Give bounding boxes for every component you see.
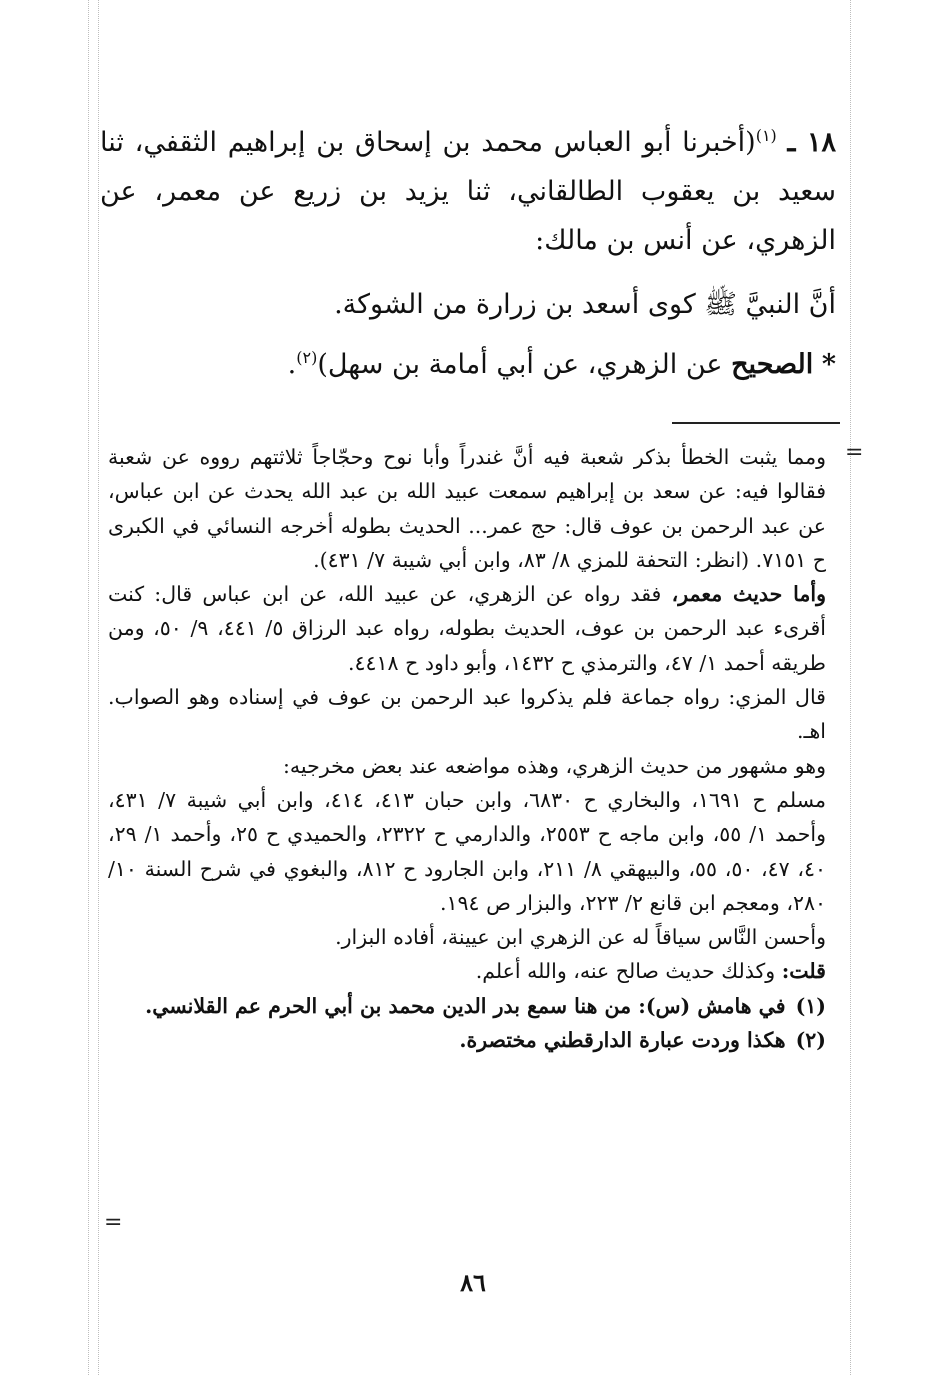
note-bold-lead: وأما حديث معمر، (671, 582, 826, 607)
footnote-text: هكذا وردت عبارة الدارقطني مختصرة. (459, 1028, 786, 1053)
sahih-end: . (287, 349, 297, 380)
scan-dotted-margin-line (88, 0, 89, 1375)
note-paragraph (108, 954, 826, 988)
footnote-text: في هامش (س): من هنا سمع بدر الدين محمد بن أبي الحرم عم القلانسي. (145, 993, 786, 1018)
note-bold-lead: قلت: (781, 959, 826, 984)
note-paragraph: قال المزي: رواه جماعة فلم يذكروا عبد الرحمن بن عوف في إسناده وهو الصواب. اهـ. (108, 685, 826, 744)
star-marker: * (821, 349, 836, 380)
page-number: ٨٦ (460, 1268, 486, 1297)
note-paragraph: ومما يثبت الخطأ بذكر شعبة فيه أنَّ غندراً وأبا نوح وحجّاجاً ثلاثتهم رووه عن شعبة فقالوا فيه: عن سعد بن إبراهيم سمعت عبيد الله بن عبد الله يحدث عن ابن عباس، عن عبد الرحمن بن عوف قال: حج عمر... الحديث بطوله أخرجه النسائي في الكبرى ح ٧١٥١. (انظر: التحفة للمزي ٨/ ٨٣، وابن أبي شيبة ٧/ ٤٣١). (108, 445, 826, 572)
note-paragraph: مسلم ح ١٦٩١، والبخاري ح ٦٨٣٠، وابن حبان ٤١٣، ٤١٤، وابن أبي شيبة ٧/ ٤٣١، وأحمد ١/ ٥٥، وابن ماجه ح ٢٥٥٣، والدارمي ح ٢٣٢٢، والحميدي ح ٢٥، وأحمد ١/ ٢٩، ٤٠، ٤٧، ٥٠، ٥٥، والبيهقي ٨/ ٢١١، وابن الجارود ح ٨١٢، والبغوي في شرح السنة ١٠/ ٢٨٠، ومعجم ابن قانع ٢/ ٢٢٣، والبزار ص ١٩٤. (108, 787, 827, 915)
note-text: فقد رواه عن الزهري، عن عبيد الله، عن ابن عباس قال: كنت أقرىء عبد الرحمن بن عوف، الحديث بطوله، رواه عبد الرزاق ٥/ ٤٤١، ٩/ ٥٠، ومن طريقه أحمد ١/ ٤٧، والترمذي ح ١٤٣٢، وأبو داود ح ٤٤١٨. (108, 582, 826, 675)
isnad-text: (أخبرنا أبو العباس محمد بن إسحاق بن إبراهيم الثقفي، ثنا سعيد بن يعقوب الطالقاني، ثنا يزيد بن زريع عن معمر، عن الزهري، عن أنس بن مالك: (100, 127, 836, 256)
footnote-1 (108, 989, 826, 1023)
main-text (100, 118, 836, 395)
footnote-marker: (١) (755, 126, 777, 145)
note-paragraph (108, 577, 826, 680)
hadith-number: ١٨ ـ (787, 127, 836, 158)
continuation-mark: = (845, 440, 864, 465)
footnote-number: (٢) (795, 1028, 826, 1053)
scan-dotted-margin-line (850, 0, 851, 1375)
sahih-label: الصحيح (731, 349, 814, 380)
hadith-isnad (100, 118, 836, 265)
footnote-number: (١) (795, 993, 826, 1018)
sahih-note (100, 335, 836, 395)
footnote-marker: (٢) (296, 348, 318, 367)
note-paragraph: وهو مشهور من حديث الزهري، وهذه مواضعه عند بعض مخرجيه: (283, 753, 826, 778)
note-paragraph: وأحسن النَّاس سياقاً له عن الزهري ابن عيينة، أفاده البزار. (335, 925, 826, 950)
sahih-text: عن الزهري، عن أبي أمامة بن سهل) (317, 349, 723, 380)
footnotes (108, 440, 826, 1057)
note-text: وكذلك حديث صالح عنه، والله أعلم. (475, 959, 776, 984)
continuation-mark: = (104, 1210, 123, 1235)
scan-dotted-margin-line (98, 0, 99, 1375)
footnote-separator (672, 422, 840, 424)
footnote-2 (108, 1023, 826, 1057)
hadith-matn: أنَّ النبيَّ ﷺ كوى أسعد بن زرارة من الشوكة. (334, 289, 836, 320)
